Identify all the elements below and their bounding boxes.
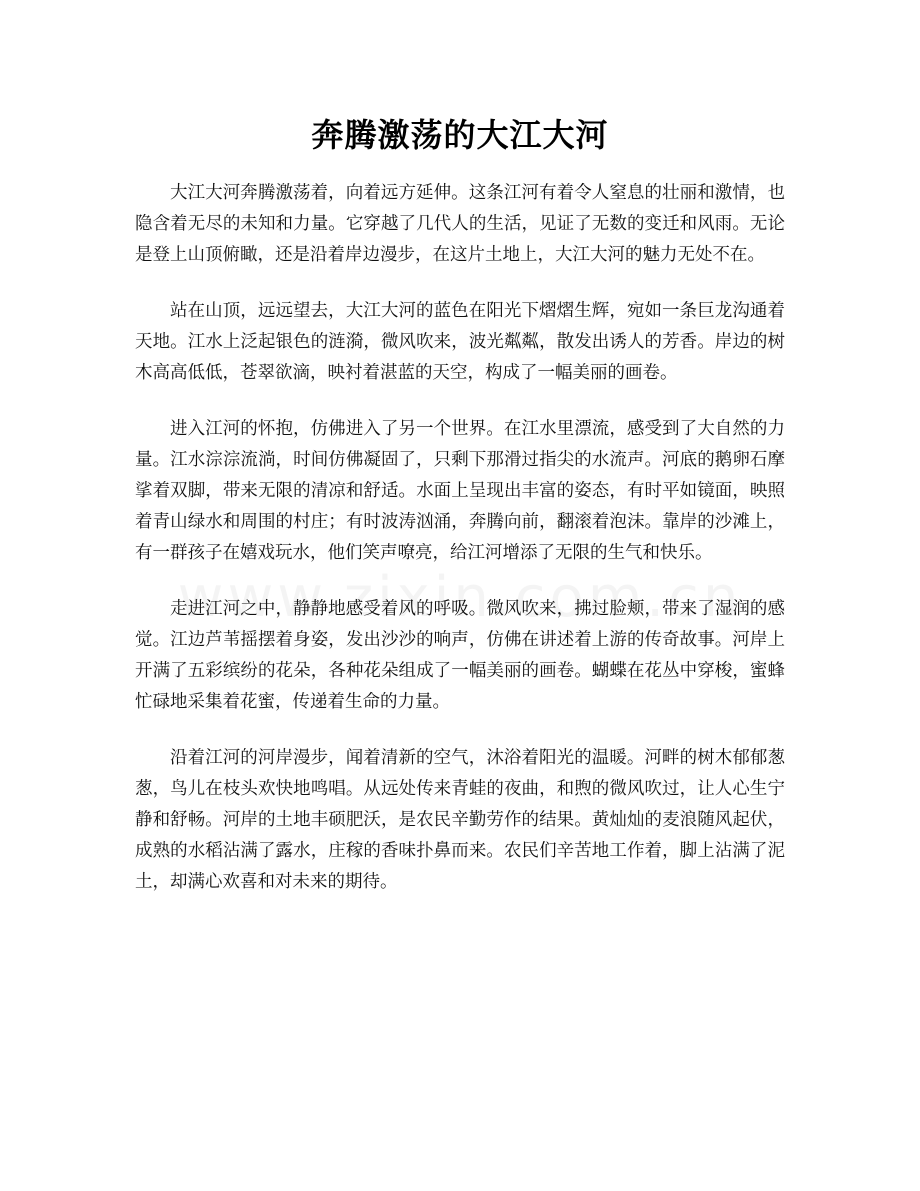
document-body xyxy=(135,178,785,923)
document-title: 奔腾激荡的大江大河 xyxy=(311,116,609,154)
paragraph-3: 进入江河的怀抱，仿佛进入了另一个世界。在江水里漂流，感受到了大自然的力量。江水淙淙流淌，时间仿佛凝固了，只剩下那滑过指尖的水流声。河底的鹅卵石摩挲着双脚，带来无限的清凉和舒适。水面上呈现出丰富的姿态，有时平如镜面，映照着青山绿水和周围的村庄；有时波涛汹涌，奔腾向前，翻滚着泡沫。靠岸的沙滩上，有一群孩子在嬉戏玩水，他们笑声嘹亮，给江河增添了无限的生气和快乐。 xyxy=(135,419,785,563)
paragraph-2: 站在山顶，远远望去，大江大河的蓝色在阳光下熠熠生辉，宛如一条巨龙沟通着天地。江水上泛起银色的涟漪，微风吹来，波光粼粼，散发出诱人的芳香。岸边的树木高高低低，苍翠欲滴，映衬着湛蓝的天空，构成了一幅美丽的画卷。 xyxy=(135,301,785,383)
paragraph-1: 大江大河奔腾激荡着，向着远方延伸。这条江河有着令人窒息的壮丽和激情，也隐含着无尽的未知和力量。它穿越了几代人的生活，见证了无数的变迁和风雨。无论是登上山顶俯瞰，还是沿着岸边漫步，在这片土地上，大江大河的魅力无处不在。 xyxy=(135,183,785,265)
paragraph-5: 沿着江河的河岸漫步，闻着清新的空气，沐浴着阳光的温暖。河畔的树木郁郁葱葱，鸟儿在枝头欢快地鸣唱。从远处传来青蛙的夜曲，和煦的微风吹过，让人心生宁静和舒畅。河岸的土地丰硕肥沃，是农民辛勤劳作的结果。黄灿灿的麦浪随风起伏，成熟的水稻沾满了露水，庄稼的香味扑鼻而来。农民们辛苦地工作着，脚上沾满了泥土，却满心欢喜和对未来的期待。 xyxy=(135,748,785,892)
paragraph-4: 走进江河之中，静静地感受着风的呼吸。微风吹来，拂过脸颊，带来了湿润的感觉。江边芦苇摇摆着身姿，发出沙沙的响声，仿佛在讲述着上游的传奇故事。河岸上开满了五彩缤纷的花朵，各种花朵组成了一幅美丽的画卷。蝴蝶在花丛中穿梭，蜜蜂忙碌地采集着花蜜，传递着生命的力量。 xyxy=(135,599,785,712)
